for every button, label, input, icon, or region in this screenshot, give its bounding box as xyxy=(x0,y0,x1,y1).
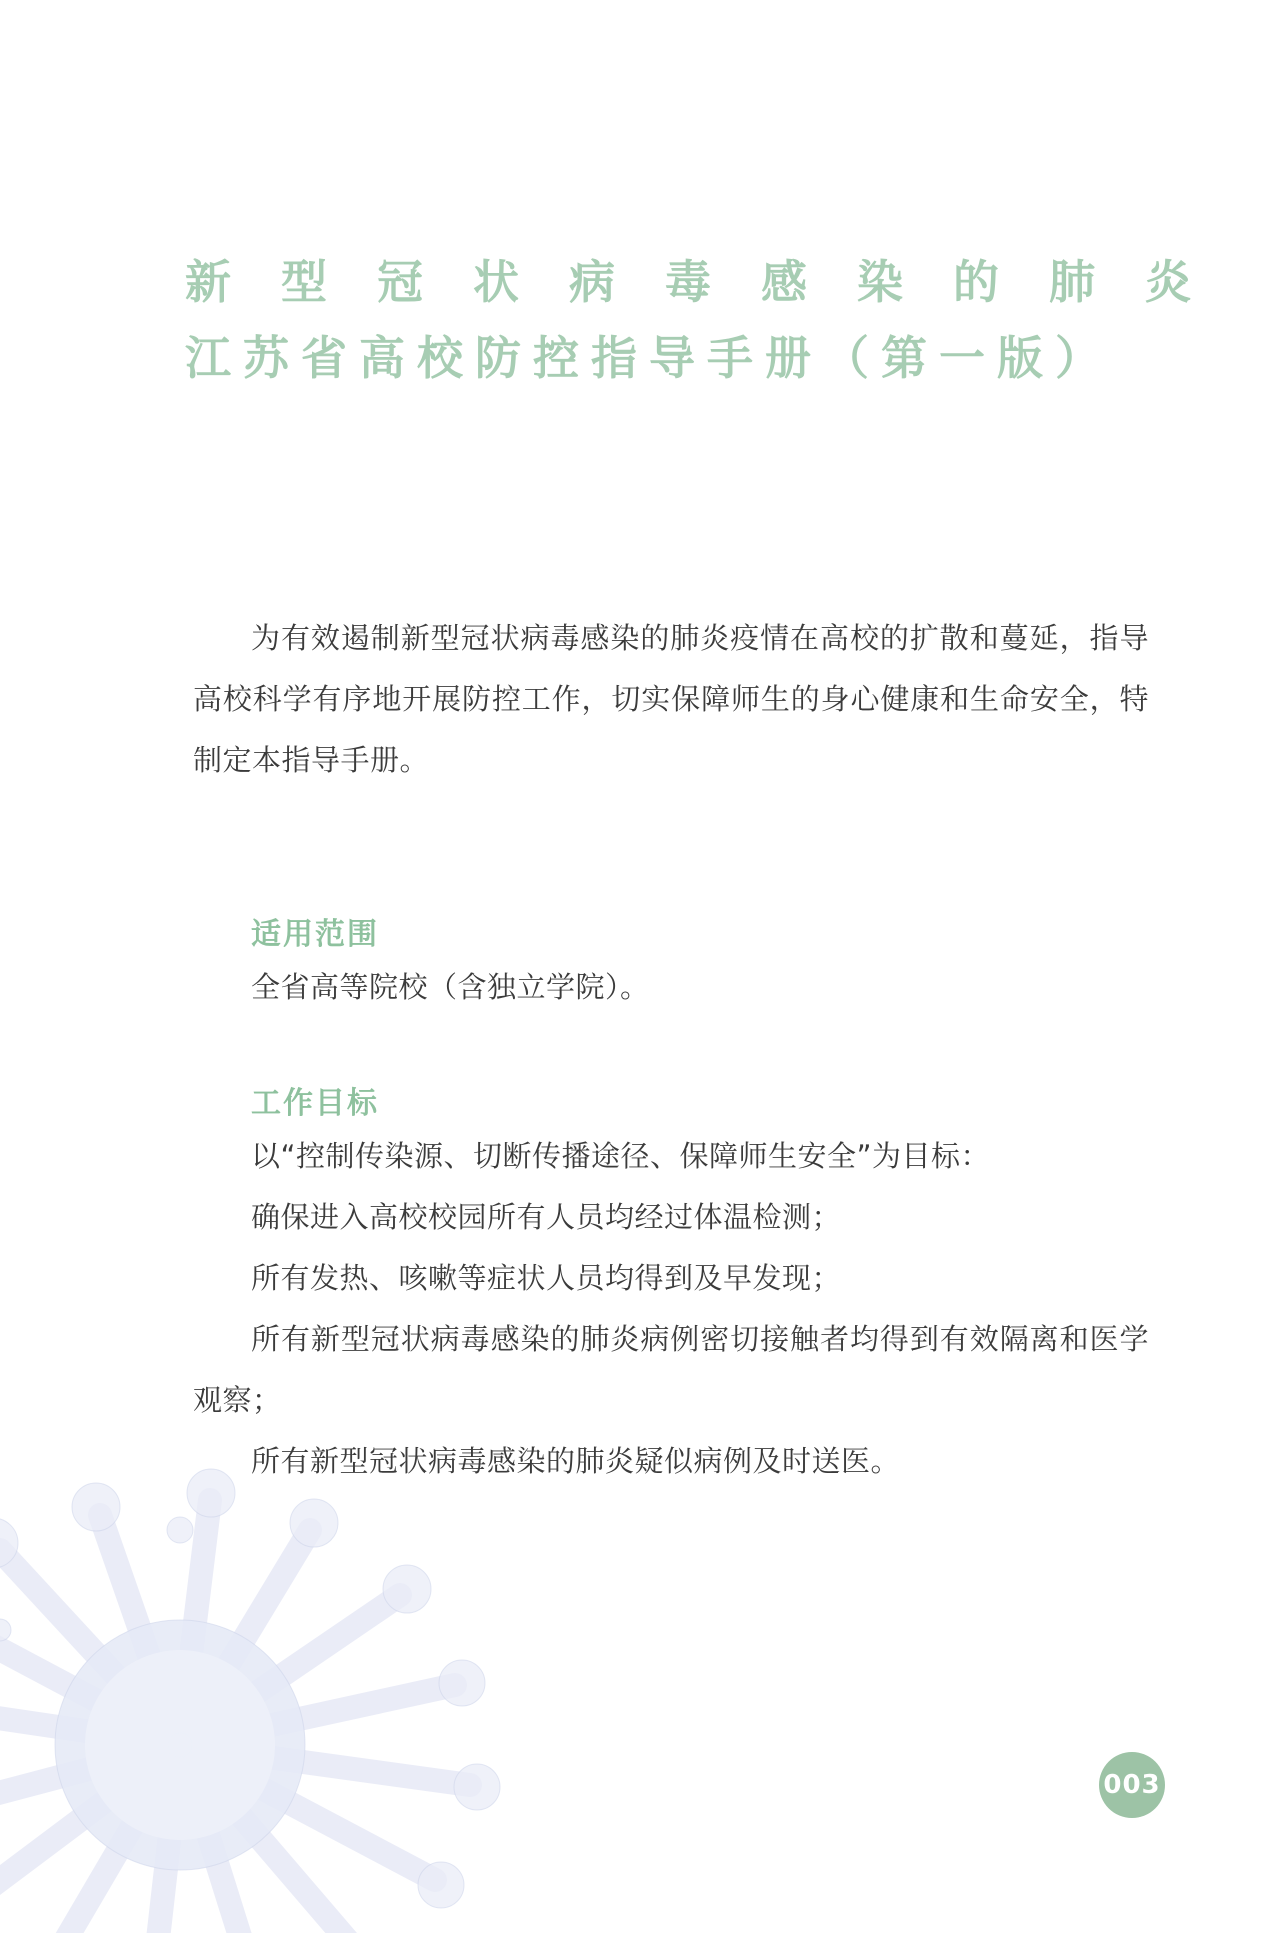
title-line-1: 新型冠状病毒感染的肺炎 xyxy=(185,255,1241,309)
section-heading-goals: 工作目标 xyxy=(251,1086,379,1121)
goal-paragraph: 所有发热、咳嗽等症状人员均得到及早发现； xyxy=(251,1261,842,1295)
intro-paragraph: 为有效遏制新型冠状病毒感染的肺炎疫情在高校的扩散和蔓延，指导高校科学有序地开展防控工作，切实保障师生的身心健康和生命安全，特制定本指导手册。 xyxy=(193,621,1149,777)
section-scope-paragraph: 全省高等院校（含独立学院）。 xyxy=(251,970,650,1004)
goal-paragraph: 所有新型冠状病毒感染的肺炎病例密切接触者均得到有效隔离和医学观察； xyxy=(193,1322,1149,1417)
virus-watermark-icon xyxy=(0,1455,540,1933)
goal-paragraph: 所有新型冠状病毒感染的肺炎疑似病例及时送医。 xyxy=(251,1444,901,1478)
goal-paragraph: 以“控制传染源、切断传播途径、保障师生安全”为目标： xyxy=(251,1139,991,1173)
title-line-2: 江苏省高校防控指导手册（第一版） xyxy=(185,331,1113,385)
goal-paragraph: 确保进入高校校园所有人员均经过体温检测； xyxy=(251,1200,842,1234)
body-text-column xyxy=(193,608,1149,1492)
document-title xyxy=(185,252,1241,388)
section-goals xyxy=(193,1082,1149,1492)
page-number-badge: 003 xyxy=(1099,1752,1165,1818)
section-heading-scope: 适用范围 xyxy=(251,917,379,952)
section-scope xyxy=(193,913,1149,1018)
